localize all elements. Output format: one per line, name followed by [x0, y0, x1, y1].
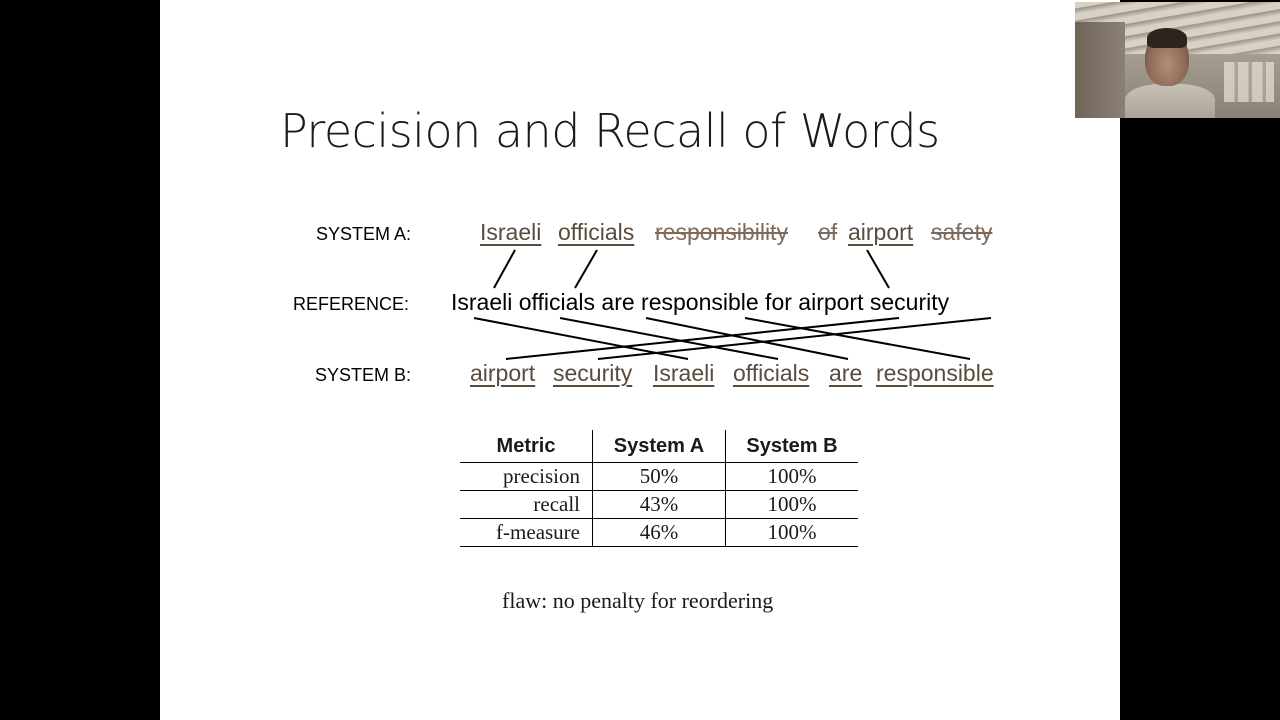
table-row [460, 463, 858, 491]
table-header-row [460, 430, 858, 463]
webcam-person-hair [1147, 28, 1187, 48]
table-row [460, 519, 858, 547]
table-row [460, 491, 858, 519]
system-a-word: Israeli [480, 219, 542, 245]
system-a-word: safety [931, 219, 993, 245]
system-a-word: of [818, 219, 838, 245]
system-b-value: 100% [726, 491, 859, 519]
system-a-value: 46% [593, 519, 726, 547]
footnote: flaw: no penalty for reordering [502, 588, 774, 613]
system-a-value: 43% [593, 491, 726, 519]
webcam-wall [1075, 22, 1125, 118]
reference-sentence: Israeli officials are responsible for airport security [451, 289, 950, 315]
metric-name: precision [460, 463, 593, 491]
system-b-word: airport [470, 360, 536, 386]
label-reference: REFERENCE: [293, 294, 410, 314]
slide-title: Precision and Recall of Words [280, 104, 940, 158]
system-a-word: officials [558, 219, 635, 245]
system-a-word: airport [848, 219, 914, 245]
system-b-word: are [829, 360, 863, 386]
metric-name: f-measure [460, 519, 593, 547]
webcam-lights [1224, 62, 1274, 102]
header-system-a: System A [593, 430, 726, 463]
label-system-a: SYSTEM A: [316, 224, 412, 244]
header-metric: Metric [460, 430, 593, 463]
system-b-word: responsible [876, 360, 994, 386]
system-a-value: 50% [593, 463, 726, 491]
system-b-value: 100% [726, 463, 859, 491]
system-b-value: 100% [726, 519, 859, 547]
metric-name: recall [460, 491, 593, 519]
webcam-person-body [1125, 84, 1215, 118]
presenter-webcam [1075, 2, 1280, 118]
system-b-word: security [553, 360, 633, 386]
header-system-b: System B [726, 430, 859, 463]
system-b-word: officials [733, 360, 810, 386]
system-a-word: responsibility [655, 219, 788, 245]
system-b-word: Israeli [653, 360, 715, 386]
metrics-table [460, 430, 858, 547]
label-system-b: SYSTEM B: [315, 365, 412, 385]
